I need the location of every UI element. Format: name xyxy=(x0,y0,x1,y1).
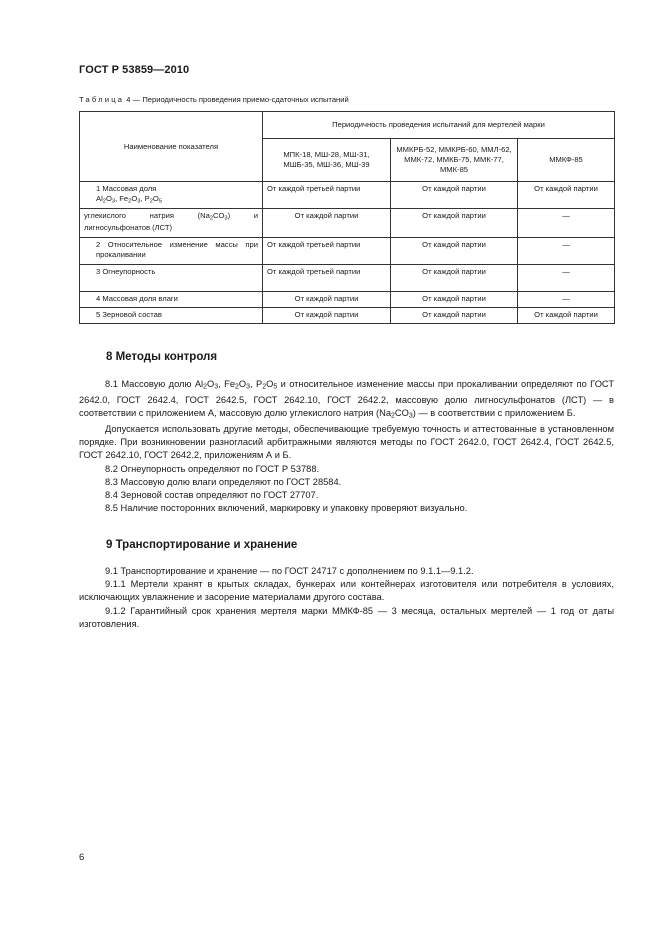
row-3-name: 2 Относительное изменение массы при прокаливании xyxy=(80,238,263,265)
table-row xyxy=(80,292,615,308)
row-5-name: 4 Массовая доля влаги xyxy=(80,292,263,308)
paragraph-8-2: 8.2 Огнеупорность определяют по ГОСТ Р 53788. xyxy=(105,463,320,474)
section-8-title: 8 Методы контроля xyxy=(106,351,218,363)
row-5-grades-c: — xyxy=(518,292,615,308)
paragraph-8-4: 8.4 Зерновой состав определяют по ГОСТ 27707. xyxy=(105,490,319,501)
section-9-body xyxy=(79,565,614,631)
row-4-name: 3 Огнеупорность xyxy=(80,265,263,292)
row-1-formula: $Al_2O_3$, $Fe_2O_3$, $P_2O_5$ xyxy=(96,193,162,205)
row-1-grades-b: От каждой партии xyxy=(391,182,518,209)
paragraph-8-1-note: Допускается использовать другие методы, обеспечивающие требуемую точность и аттестованные в установленном порядке. При возникновении разногласий арбитражными являются методы по ГОСТ 2642.0, ГОСТ 2642.4, ГОСТ 2642.5, ГОСТ 2642.10, ГОСТ 2642.2, приложениям А и Б. xyxy=(79,424,614,461)
row-4-grades-c: — xyxy=(518,265,615,292)
row-5-grades-b: От каждой партии xyxy=(391,292,518,308)
document-code: ГОСТ Р 53859—2010 xyxy=(79,64,190,76)
paragraph-8-1: 8.1 Массовую долю $Al_2O_3$, $Fe_2O_3$, $P_2O_5$ и относительное изменение массы при прокаливании определяют по ГОСТ 2642.0, ГОСТ 2642.4, ГОСТ 2642.5, ГОСТ 2642.10, ГОСТ 2642.2, массовую долю лигносульфонатов (ЛСТ) — в соответствии с приложением А, массовую долю углекислого натрия $(Na_2CO_3)$ — в соответствии с приложением Б. xyxy=(79,379,615,420)
row-4-grades-b: От каждой партии xyxy=(391,265,518,292)
row-1-name-text: 1 Массовая доля xyxy=(96,184,157,193)
row-5-grades-a: От каждой партии xyxy=(263,292,391,308)
row-2-name-rest: ) и лигносульфонатов (ЛСТ) xyxy=(84,211,258,232)
row-2-name-text: углекислого натрия (Na xyxy=(84,211,210,220)
section-9-title: 9 Транспортирование и хранение xyxy=(106,539,298,551)
paragraph-9-1: 9.1 Транспортирование и хранение — по ГОСТ 24717 с дополнением по 9.1.1—9.1.2. xyxy=(105,566,474,576)
table-row xyxy=(80,182,615,209)
testing-frequency-table xyxy=(79,111,615,324)
row-1-name xyxy=(80,182,263,209)
row-1-grades-c: От каждой партии xyxy=(518,182,615,209)
header-grades-b: ММКРБ-52, ММКРБ-60, ММЛ-62, ММК-72, ММКБ-75, ММК-77, ММК-85 xyxy=(391,139,518,182)
row-6-grades-c: От каждой партии xyxy=(518,308,615,324)
row-2-name: углекислого натрия $(Na_2CO_3)$ и лигносульфонатов (ЛСТ) xyxy=(80,209,263,238)
row-6-grades-a: От каждой партии xyxy=(263,308,391,324)
row-3-grades-c: — xyxy=(518,238,615,265)
row-4-grades-a: От каждой третьей партии xyxy=(263,265,391,292)
header-frequency-group: Периодичность проведения испытаний для мертелей марки xyxy=(263,112,615,139)
page-number: 6 xyxy=(79,852,85,863)
header-grades-c: ММКФ-85 xyxy=(518,139,615,182)
row-3-grades-a: От каждой третьей партии xyxy=(263,238,391,265)
section-8-body xyxy=(79,378,614,516)
table-row xyxy=(80,209,615,238)
table-caption-prefix: Таблица xyxy=(79,95,125,104)
paragraph-8-3: 8.3 Массовую долю влаги определяют по ГОСТ 28584. xyxy=(105,476,342,487)
table-row xyxy=(80,238,615,265)
row-6-name: 5 Зерновой состав xyxy=(80,308,263,324)
row-3-grades-b: От каждой партии xyxy=(391,238,518,265)
table-caption xyxy=(79,95,349,104)
row-2-grades-c: — xyxy=(518,209,615,238)
paragraph-8-5: 8.5 Наличие посторонних включений, маркировку и упаковку проверяют визуально. xyxy=(105,503,468,514)
table-row xyxy=(80,308,615,324)
row-1-grades-a: От каждой третьей партии xyxy=(263,182,391,209)
table-row xyxy=(80,265,615,292)
row-2-grades-b: От каждой партии xyxy=(391,209,518,238)
header-grades-a: МПК-18, МШ-28, МШ-31, МШБ-35, МШ-36, МШ-39 xyxy=(263,139,391,182)
table-caption-text: 4 — Периодичность проведения приемо-сдаточных испытаний xyxy=(124,95,349,104)
row-6-grades-b: От каждой партии xyxy=(391,308,518,324)
paragraph-9-1-2: 9.1.2 Гарантийный срок хранения мертеля марки ММКФ-85 — 3 месяца, остальных мертелей — 1 год от даты изготовления. xyxy=(79,605,614,629)
row-2-grades-a: От каждой партии xyxy=(263,209,391,238)
header-indicator-name: Наименование показателя xyxy=(80,112,263,182)
paragraph-9-1-1: 9.1.1 Мертели хранят в крытых складах, бункерах или контейнерах изготовителя или потребителя в условиях, исключающих увлажнение и засорение материалами другого состава. xyxy=(79,579,614,603)
